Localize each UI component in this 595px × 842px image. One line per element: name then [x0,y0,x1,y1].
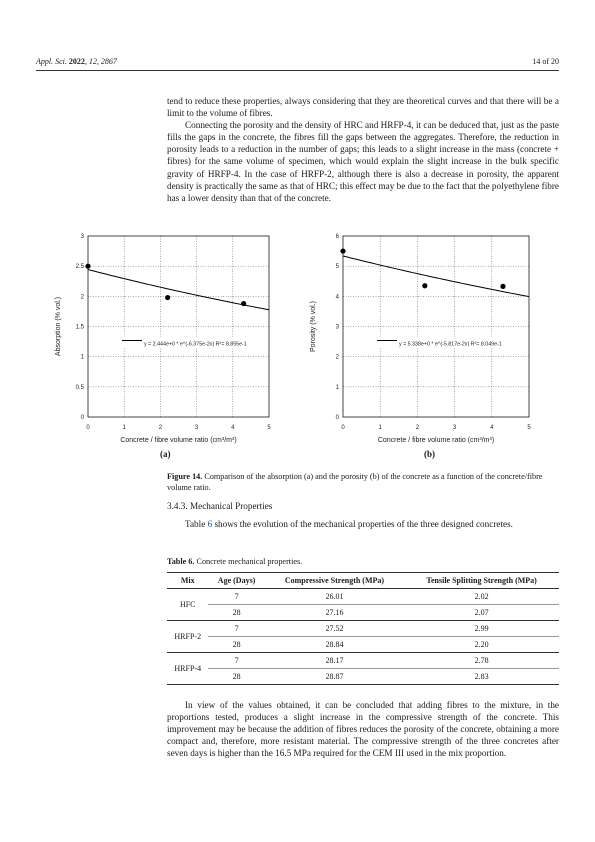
chart-panel-a [55,234,271,444]
table-row [167,621,559,637]
data-point [500,284,505,289]
x-axis-label: Concrete / fibre volume ratio (cm³/m³) [120,437,237,444]
age-cell: 28 [208,669,264,685]
section-number: 3.4.3. [167,501,188,511]
header-tensile: Tensile Splitting Strength (MPa) [404,573,559,589]
table-caption [167,557,302,566]
header-age: Age (Days) [208,573,264,589]
y-tick-label: 0.5 [75,384,84,391]
data-point [165,295,170,300]
conclusion-text [167,699,559,759]
table-row [167,669,559,685]
fit-legend [373,337,523,349]
x-tick-label: 0 [341,425,345,431]
figure-14 [36,224,559,464]
y-tick-label: 6 [335,234,339,240]
compressive-cell: 28.84 [265,637,405,653]
x-tick-label: 4 [490,425,494,431]
header-rule [36,70,559,71]
x-tick-label: 2 [158,425,163,431]
tensile-cell: 2.78 [404,653,559,669]
paragraph-conclusion: In view of the values obtained, it can be concluded that adding fibres to the mixture, in the proportions tested, produces a slight increase in the compressive strength of the concrete. This improvement may be because the addition of fibres reduces the porosity of the concrete, obtaining a more compact and, therefore, more resistant material. The compressive strength of the three concretes after seven days is higher than the 16.5 MPa required for the CEM III used in the mix proportion. [167,700,559,759]
page-number: 14 of 20 [532,57,559,66]
tensile-cell: 2.20 [404,637,559,653]
table-caption-label: Table 6. [167,557,195,566]
mechanical-properties-table [167,572,559,685]
tensile-cell: 2.02 [404,589,559,605]
section-text [167,518,559,530]
compressive-cell: 28.17 [265,653,405,669]
age-cell: 7 [208,621,264,637]
compressive-cell: 26.01 [265,589,405,605]
data-point [340,248,345,253]
age-cell: 28 [208,637,264,653]
age-cell: 7 [208,653,264,669]
legend-equation: y = 2.444e+0 * e^(-6.375e-2x) R²= 8.855e-1 [144,341,247,348]
body-text [167,95,559,204]
x-tick-label: 5 [267,425,271,431]
legend-equation: y = 5.338e+0 * e^(-5.817e-2x) R²= 8.049e-1 [399,341,502,348]
compressive-cell: 28.87 [265,669,405,685]
chart-panel-b [310,234,531,444]
journal-name: Appl. Sci. [36,57,67,66]
age-cell: 7 [208,589,264,605]
x-tick-label: 4 [231,425,235,431]
y-tick-label: 1 [335,384,339,391]
y-tick-label: 0 [80,415,84,421]
header-compressive: Compressive Strength (MPa) [265,573,405,589]
table-header-row [167,573,559,589]
compressive-cell: 27.52 [265,621,405,637]
section-text-after: shows the evolution of the mechanical properties of the three designed concretes. [212,519,513,529]
paragraph-2: Connecting the porosity and the density of HRC and HRFP-4, it can be deduced that, just as the paste fills the gaps in the concrete, the fibres fill the gaps between the aggregates. Therefore, the reduction in porosity leads to a reduction in the number of gaps; this leads to a slight increase in the mass (concrete + fibres) for the same volume of specimen, which would explain the slight increase in the bulk specific gravity of HRFP-4. In the case of HRFP-2, although there is also a decrease in porosity, the apparent density is practically the same as that of HRC; this effect may be due to the fact that the polyethylene fibre has a lower density than that of the concrete. [167,120,559,203]
table-row [167,653,559,669]
data-point [241,301,246,306]
data-point [85,264,90,269]
y-axis-label: Porosity (% vol.) [310,301,317,352]
x-axis-label: Concrete / fibre volume ratio (cm³/m³) [377,437,495,444]
journal-citation: Appl. Sci. 2022, 12, 2867 [36,57,117,66]
panel-label-b: (b) [424,449,435,459]
section-heading [167,501,272,511]
y-tick-label: 0 [335,415,339,421]
tensile-cell: 2.83 [404,669,559,685]
y-tick-label: 1.5 [75,324,84,331]
y-tick-label: 2 [80,294,84,301]
table-row [167,589,559,605]
grid [88,236,269,417]
table-caption-text: Concrete mechanical properties. [194,557,303,566]
table-row [167,637,559,653]
section-title: Mechanical Properties [189,501,273,511]
y-tick-label: 5 [335,264,339,271]
paragraph-1: tend to reduce these properties, always considering that they are theoretical curves and that there will be a limit to the volume of fibres. [167,96,559,119]
panel-label-a: (a) [160,449,171,459]
figure-caption-label: Figure 14. [167,472,203,481]
journal-volume: 12, 2867 [88,57,117,66]
fit-curve [343,256,529,297]
y-axis-label: Absorption (% vol.) [55,296,62,357]
table-6-link[interactable]: 6 [207,519,213,529]
x-tick-label: 5 [527,425,531,431]
y-tick-label: 3 [80,234,84,240]
age-cell: 28 [208,605,264,621]
mix-cell: HFC [167,589,208,621]
x-tick-label: 2 [415,425,420,431]
figure-caption [167,471,559,493]
y-tick-label: 2 [335,354,339,361]
x-tick-label: 1 [378,425,382,431]
table-row [167,605,559,621]
x-tick-label: 0 [86,425,90,431]
tensile-cell: 2.07 [404,605,559,621]
fit-legend [118,337,268,349]
mix-cell: HRFP-4 [167,653,208,685]
section-text-before: Table [185,519,208,529]
y-tick-label: 4 [335,294,339,301]
mix-cell: HRFP-2 [167,621,208,653]
x-tick-label: 1 [122,425,126,431]
tensile-cell: 2.99 [404,621,559,637]
figure-14-charts [36,224,559,449]
y-tick-label: 2.5 [75,264,84,271]
journal-year: 2022 [68,57,85,66]
figure-caption-text: Comparison of the absorption (a) and the porosity (b) of the concrete as a function of the concrete/fibre volume ratio. [167,472,543,492]
header-mix: Mix [167,573,208,589]
compressive-cell: 27.16 [265,605,405,621]
y-tick-label: 1 [80,354,84,361]
y-tick-label: 3 [335,324,339,331]
data-point [422,283,427,288]
x-tick-label: 3 [194,425,199,431]
x-tick-label: 3 [452,425,457,431]
